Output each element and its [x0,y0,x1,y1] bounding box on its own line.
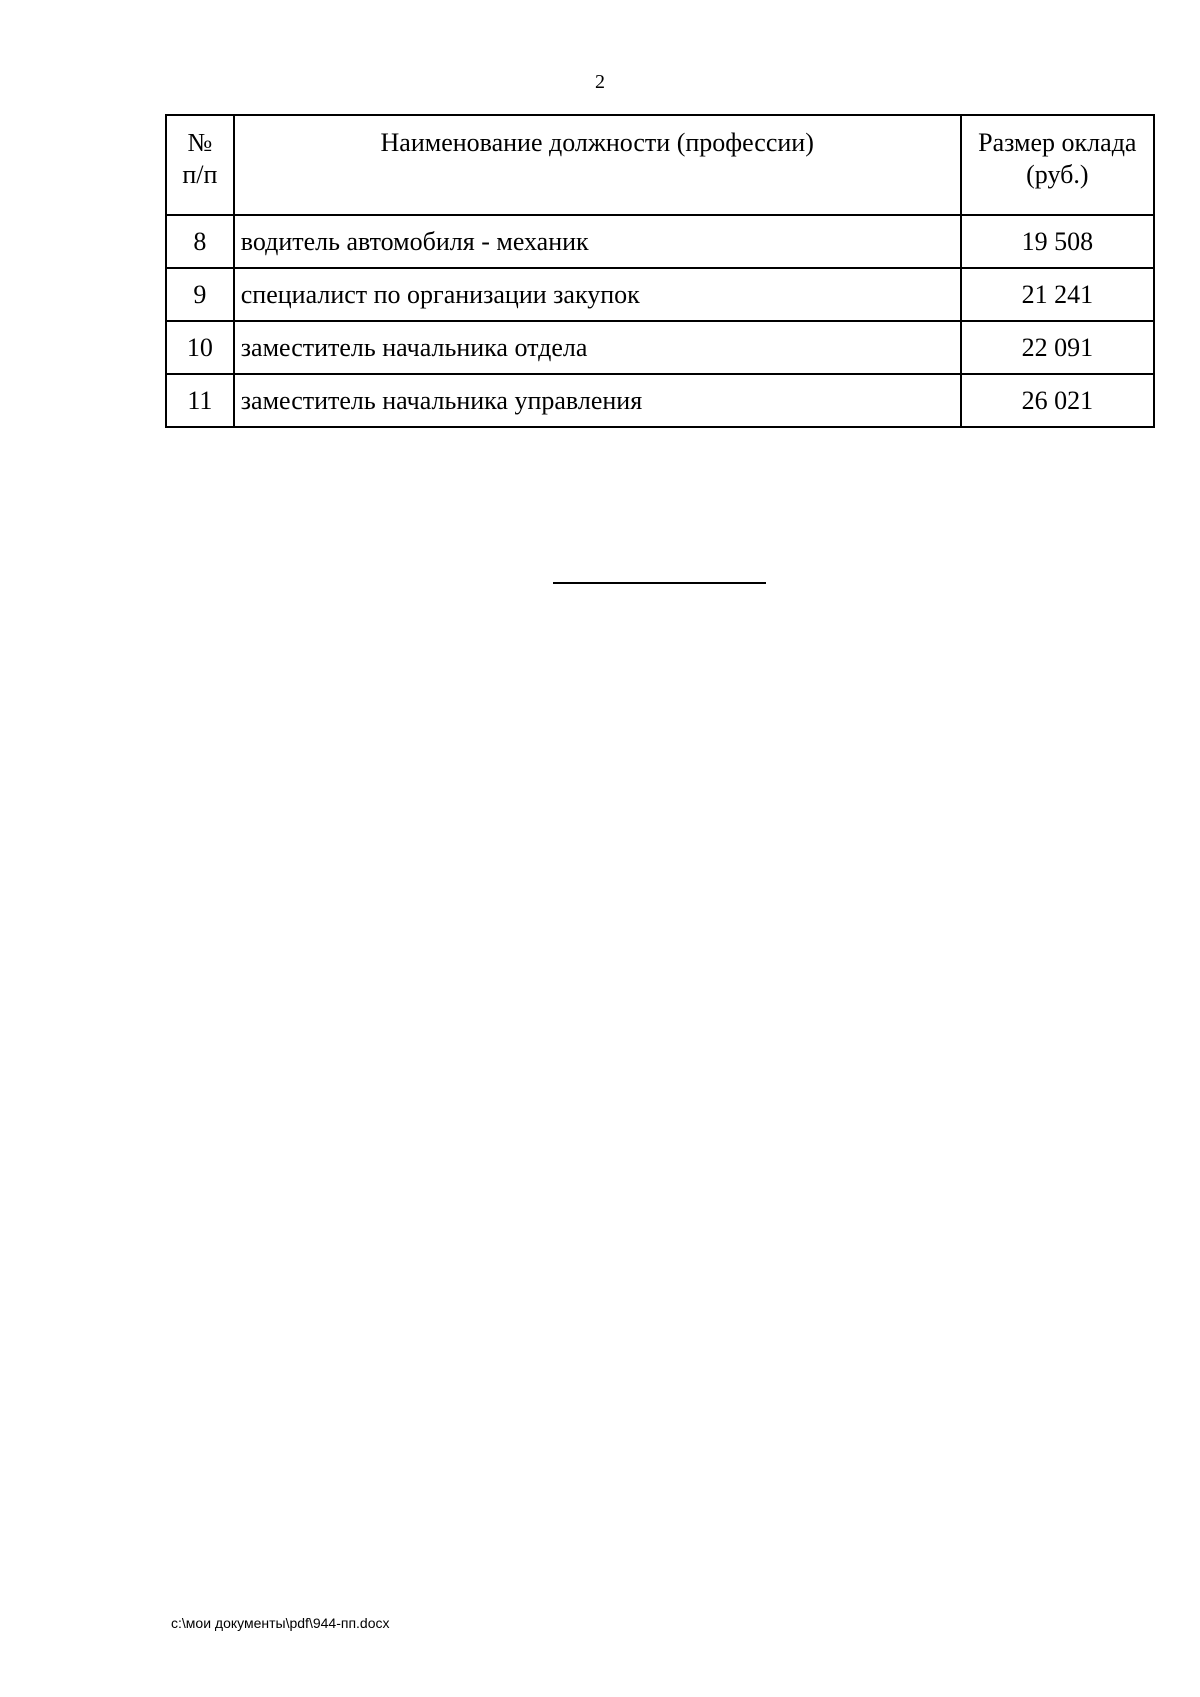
header-salary-line1: Размер оклада [978,128,1137,157]
salary-table [165,114,1155,428]
header-number-line2: п/п [182,160,218,189]
header-salary [961,115,1154,215]
row-position-name: специалист по организации закупок [234,268,961,321]
page-number: 2 [595,71,605,93]
row-position-name: заместитель начальника управления [234,374,961,427]
row-number: 8 [166,215,234,268]
row-salary: 19 508 [961,215,1154,268]
row-salary: 26 021 [961,374,1154,427]
row-number: 10 [166,321,234,374]
header-position-name: Наименование должности (профессии) [234,115,961,215]
table-row [166,321,1154,374]
table-row [166,215,1154,268]
footer-file-path: c:\мои документы\pdf\944-пп.docx [171,1615,390,1631]
table-header-row [166,115,1154,215]
row-salary: 22 091 [961,321,1154,374]
table-row [166,268,1154,321]
table-row [166,374,1154,427]
end-of-document-rule [553,582,766,584]
row-number: 11 [166,374,234,427]
row-position-name: водитель автомобиля - механик [234,215,961,268]
row-position-name: заместитель начальника отдела [234,321,961,374]
header-number-line1: № [187,128,213,157]
header-number [166,115,234,215]
row-number: 9 [166,268,234,321]
header-salary-line2: (руб.) [1026,160,1089,189]
row-salary: 21 241 [961,268,1154,321]
